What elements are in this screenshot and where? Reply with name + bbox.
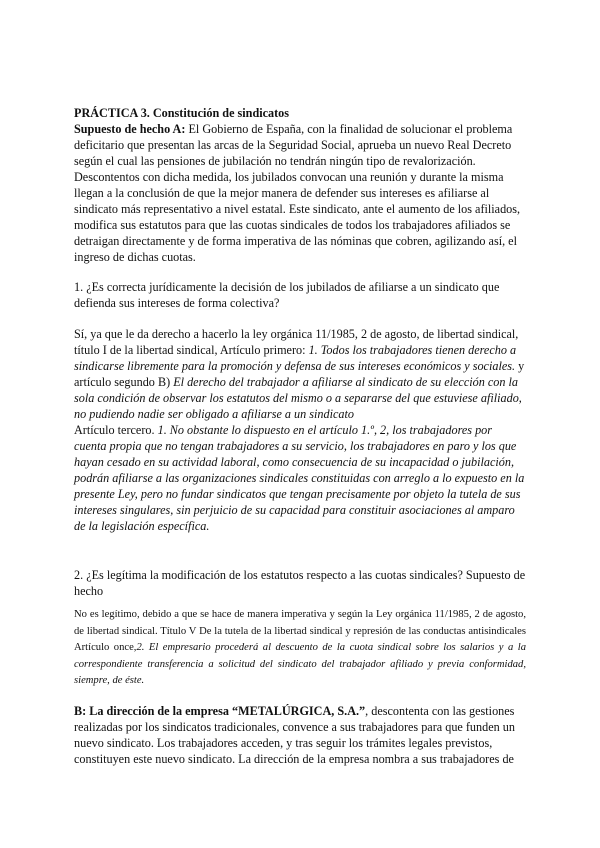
case-a-label: Supuesto de hecho A: (74, 122, 186, 136)
answer-2-quote: 2. El empresario procederá al descuento de la cuota sindical sobre los salarios y a la correspondiente transferencia a solicitud del sindicato del trabajador afiliado y previa conformidad, siempre, de éste. (74, 642, 526, 686)
case-b-paragraph (74, 703, 526, 767)
case-b-text: , descontenta con las gestiones realizadas por los sindicatos tradicionales, convence a sus trabajadores para que funden un nuevo sindicato. Los trabajadores acceden, y tras seguir los trámites legales previstos, constituyen este nuevo sindicato. La dirección de la empresa nombra a sus trabajadores de (74, 704, 515, 766)
question-2: 2. ¿Es legítima la modificación de los estatutos respecto a las cuotas sindicales? Supuesto de hecho (74, 568, 526, 598)
answer-1-paragraph (74, 326, 526, 422)
case-a-paragraph (74, 121, 526, 265)
article-3-label: Artículo tercero. (74, 423, 158, 437)
answer-1-article-3-paragraph (74, 422, 526, 534)
answer-1-quote-article-1: 1. Todos los trabajadores tienen derecho a sindicarse libremente para la promoción y defensa de sus intereses económicos y sociales. (74, 343, 517, 373)
case-b-label: B: La dirección de la empresa “METALÚRGICA, S.A.” (74, 704, 366, 718)
answer-2-paragraph (74, 607, 526, 690)
answer-1-intro: Sí, ya que le da derecho a hacerlo la ley orgánica 11/1985, 2 de agosto, de libertad sindical, título I de la libertad sindical, Artículo primero: (74, 327, 519, 357)
case-a-text: El Gobierno de España, con la finalidad de solucionar el problema deficitario que presentan las arcas de la Seguridad Social, aprueba un nuevo Real Decreto según el cual las pensiones de jubilación no tendrán ningún tipo de revalorización. Descontentos con dicha medida, los jubilados convocan una reunión y durante la misma llegan a la conclusión de que la mejor manera de defender sus intereses es afiliarse al sindicato más representativo a nivel estatal. Este sindicato, ante el aumento de los afiliados, modifica sus estatutos para que las cuotas sindicales de todos los trabajadores afiliados se detraigan directamente y de forma imperativa de las nóminas que cobren, agilizando así, el ingreso de dichas cuotas. (74, 122, 521, 264)
answer-1-quote-article-2: El derecho del trabajador a afiliarse al sindicato de su elección con la sola condición de observar los estatutos del mismo o a separarse del que estuviese afiliado, no pudiendo nadie ser obligado a afiliarse a un sindicato (74, 375, 522, 421)
answer-1-quote-article-3: 1. No obstante lo dispuesto en el artículo 1.º, 2, los trabajadores por cuenta propia que no tengan trabajadores a su servicio, los trabajadores en paro y los que hayan cesado en su actividad laboral, como consecuencia de su incapacidad o jubilación, podrán afiliarse a las organizaciones sindicales constituidas con arreglo a lo expuesto en la presente Ley, pero no fundar sindicatos que tengan precisamente por objeto la tutela de sus intereses singulares, sin perjuicio de su capacidad para constituir asociaciones al amparo de la legislación específica. (74, 423, 525, 533)
question-1: 1. ¿Es correcta jurídicamente la decisión de los jubilados de afiliarse a un sindicato que defienda sus intereses de forma colectiva? (74, 280, 500, 310)
answer-2-intro: No es legítimo, debido a que se hace de manera imperativa y según la Ley orgánica 11/1985, 2 de agosto, de libertad sindical. Título V De la tutela de la libertad sindical y represión de las conductas antisindicales Artículo once, (74, 609, 526, 653)
answer-1-connector: y artículo segundo B) (74, 359, 525, 389)
page-title: PRÁCTICA 3. Constitución de sindicatos (74, 106, 290, 120)
